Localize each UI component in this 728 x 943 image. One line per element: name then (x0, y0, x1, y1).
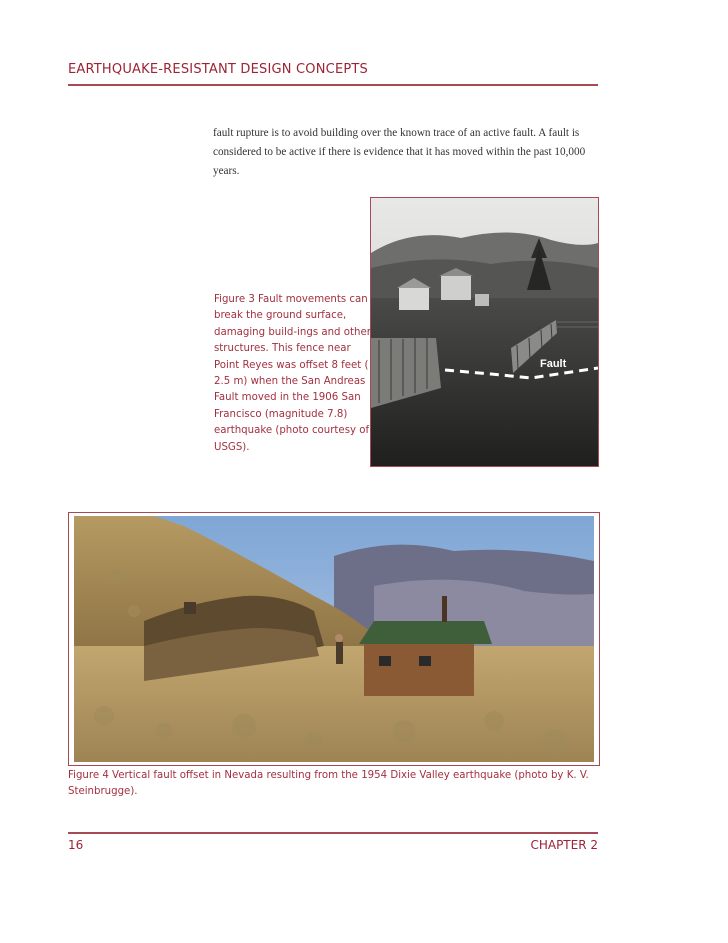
figure4-photo (68, 512, 600, 766)
footer-rule (68, 832, 598, 834)
header-rule (68, 84, 598, 86)
figure3-caption: Figure 3 Fault movements can break the ground surface, damaging build-ings and other structures. This fence near Point Reyes was offset 8 feet ( 2.5 m) when the San Andreas Fault moved in the 1906 San Francisco (magnitude 7.8) earthquake (photo courtesy of USGS). (214, 294, 371, 453)
fence-fault-photo (371, 198, 598, 466)
body-paragraph: fault rupture is to avoid building over the known trace of an active fault. A fault is considered to be active if there is evidence that it has moved within the past 10,000 years. (213, 127, 586, 177)
chapter-label: CHAPTER 2 (530, 838, 598, 852)
nevada-fault-photo (74, 516, 594, 762)
figure4-caption: Figure 4 Vertical fault offset in Nevada resulting from the 1954 Dixie Valley earthquake (photo by K. V. Steinbrugge). (68, 770, 589, 798)
figure3-photo (370, 197, 599, 467)
page-header-title: EARTHQUAKE-RESISTANT DESIGN CONCEPTS (68, 62, 368, 77)
page-number: 16 (68, 838, 84, 852)
fault-label: Fault (540, 358, 567, 370)
